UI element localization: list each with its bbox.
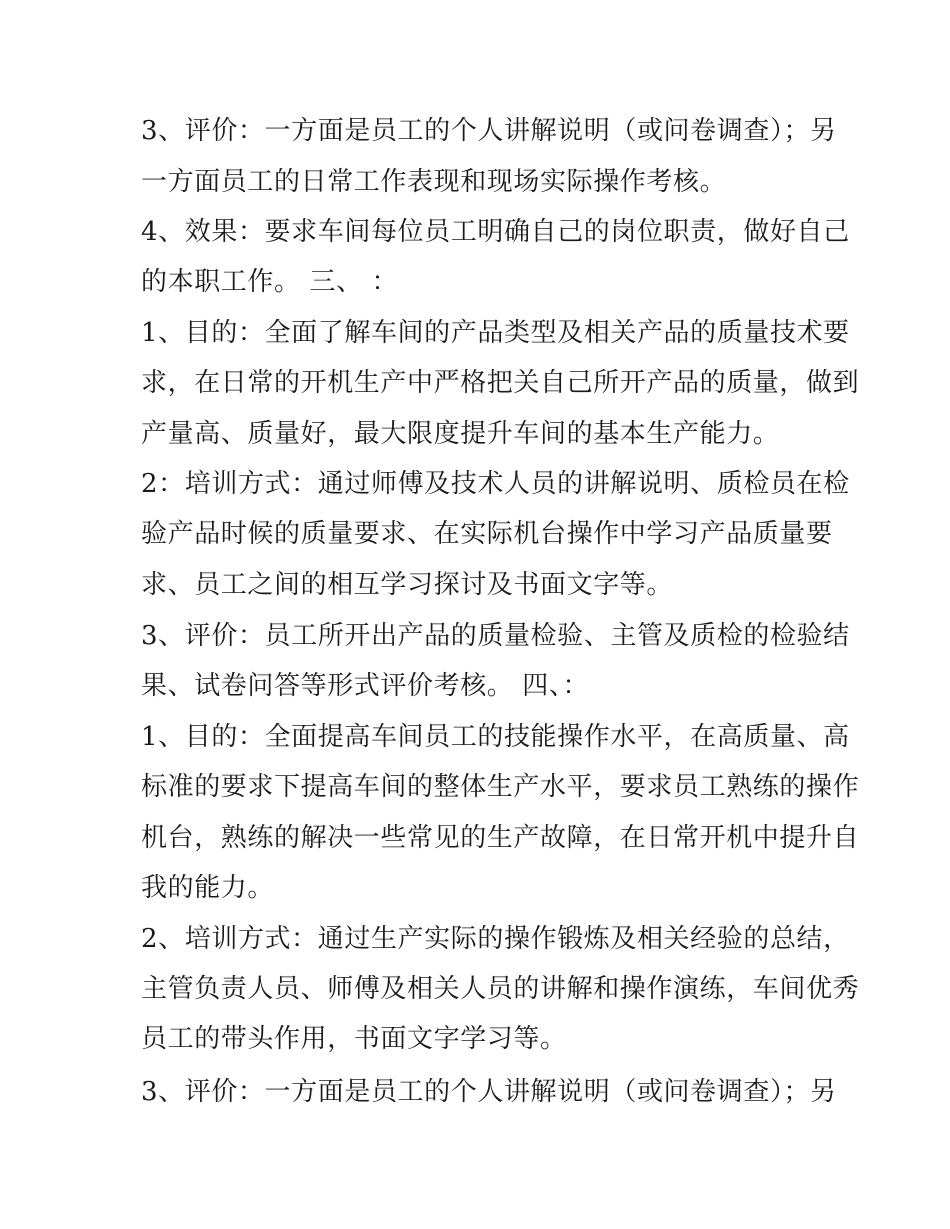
text-line: 2、培训方式：通过生产实际的操作锻炼及相关经验的总结，	[141, 924, 850, 954]
text-line: 标准的要求下提高车间的整体生产水平，要求员工熟练的操作	[141, 772, 860, 802]
text-line: 求、员工之间的相互学习探讨及书面文字等。	[141, 570, 674, 600]
text-line: 我的能力。	[141, 873, 275, 903]
text-line: 求，在日常的开机生产中严格把关自己所开产品的质量，做到	[141, 368, 860, 398]
text-line: 验产品时候的质量要求、在实际机台操作中学习产品质量要	[141, 519, 833, 549]
text-line: 机台，熟练的解决一些常见的生产故障，在日常开机中提升自	[141, 823, 860, 853]
text-line: 1、目的：全面提高车间员工的技能操作水平，在高质量、高	[141, 722, 850, 752]
text-line: 1、目的：全面了解车间的产品类型及相关产品的质量技术要	[141, 318, 850, 348]
text-line: 3、评价：员工所开出产品的质量检验、主管及质检的检验结	[141, 621, 850, 651]
text-line: 3、评价：一方面是员工的个人讲解说明（或问卷调查）；另	[141, 116, 837, 146]
text-line: 4、效果：要求车间每位员工明确自己的岗位职责，做好自己	[141, 217, 850, 247]
text-line: 的本职工作。 三、 ：	[141, 267, 399, 297]
text-line: 果、试卷问答等形式评价考核。 四、：	[141, 671, 590, 701]
text-line: 员工的带头作用，书面文字学习等。	[141, 1024, 567, 1054]
text-line: 主管负责人员、师傅及相关人员的讲解和操作演练，车间优秀	[141, 974, 860, 1004]
text-line: 2：培训方式：通过师傅及技术人员的讲解说明、质检员在检	[141, 469, 850, 499]
text-line: 产量高、质量好，最大限度提升车间的基本生产能力。	[141, 419, 780, 449]
text-line: 3、评价：一方面是员工的个人讲解说明（或问卷调查）；另	[141, 1077, 837, 1107]
text-line: 一方面员工的日常工作表现和现场实际操作考核。	[141, 167, 727, 197]
